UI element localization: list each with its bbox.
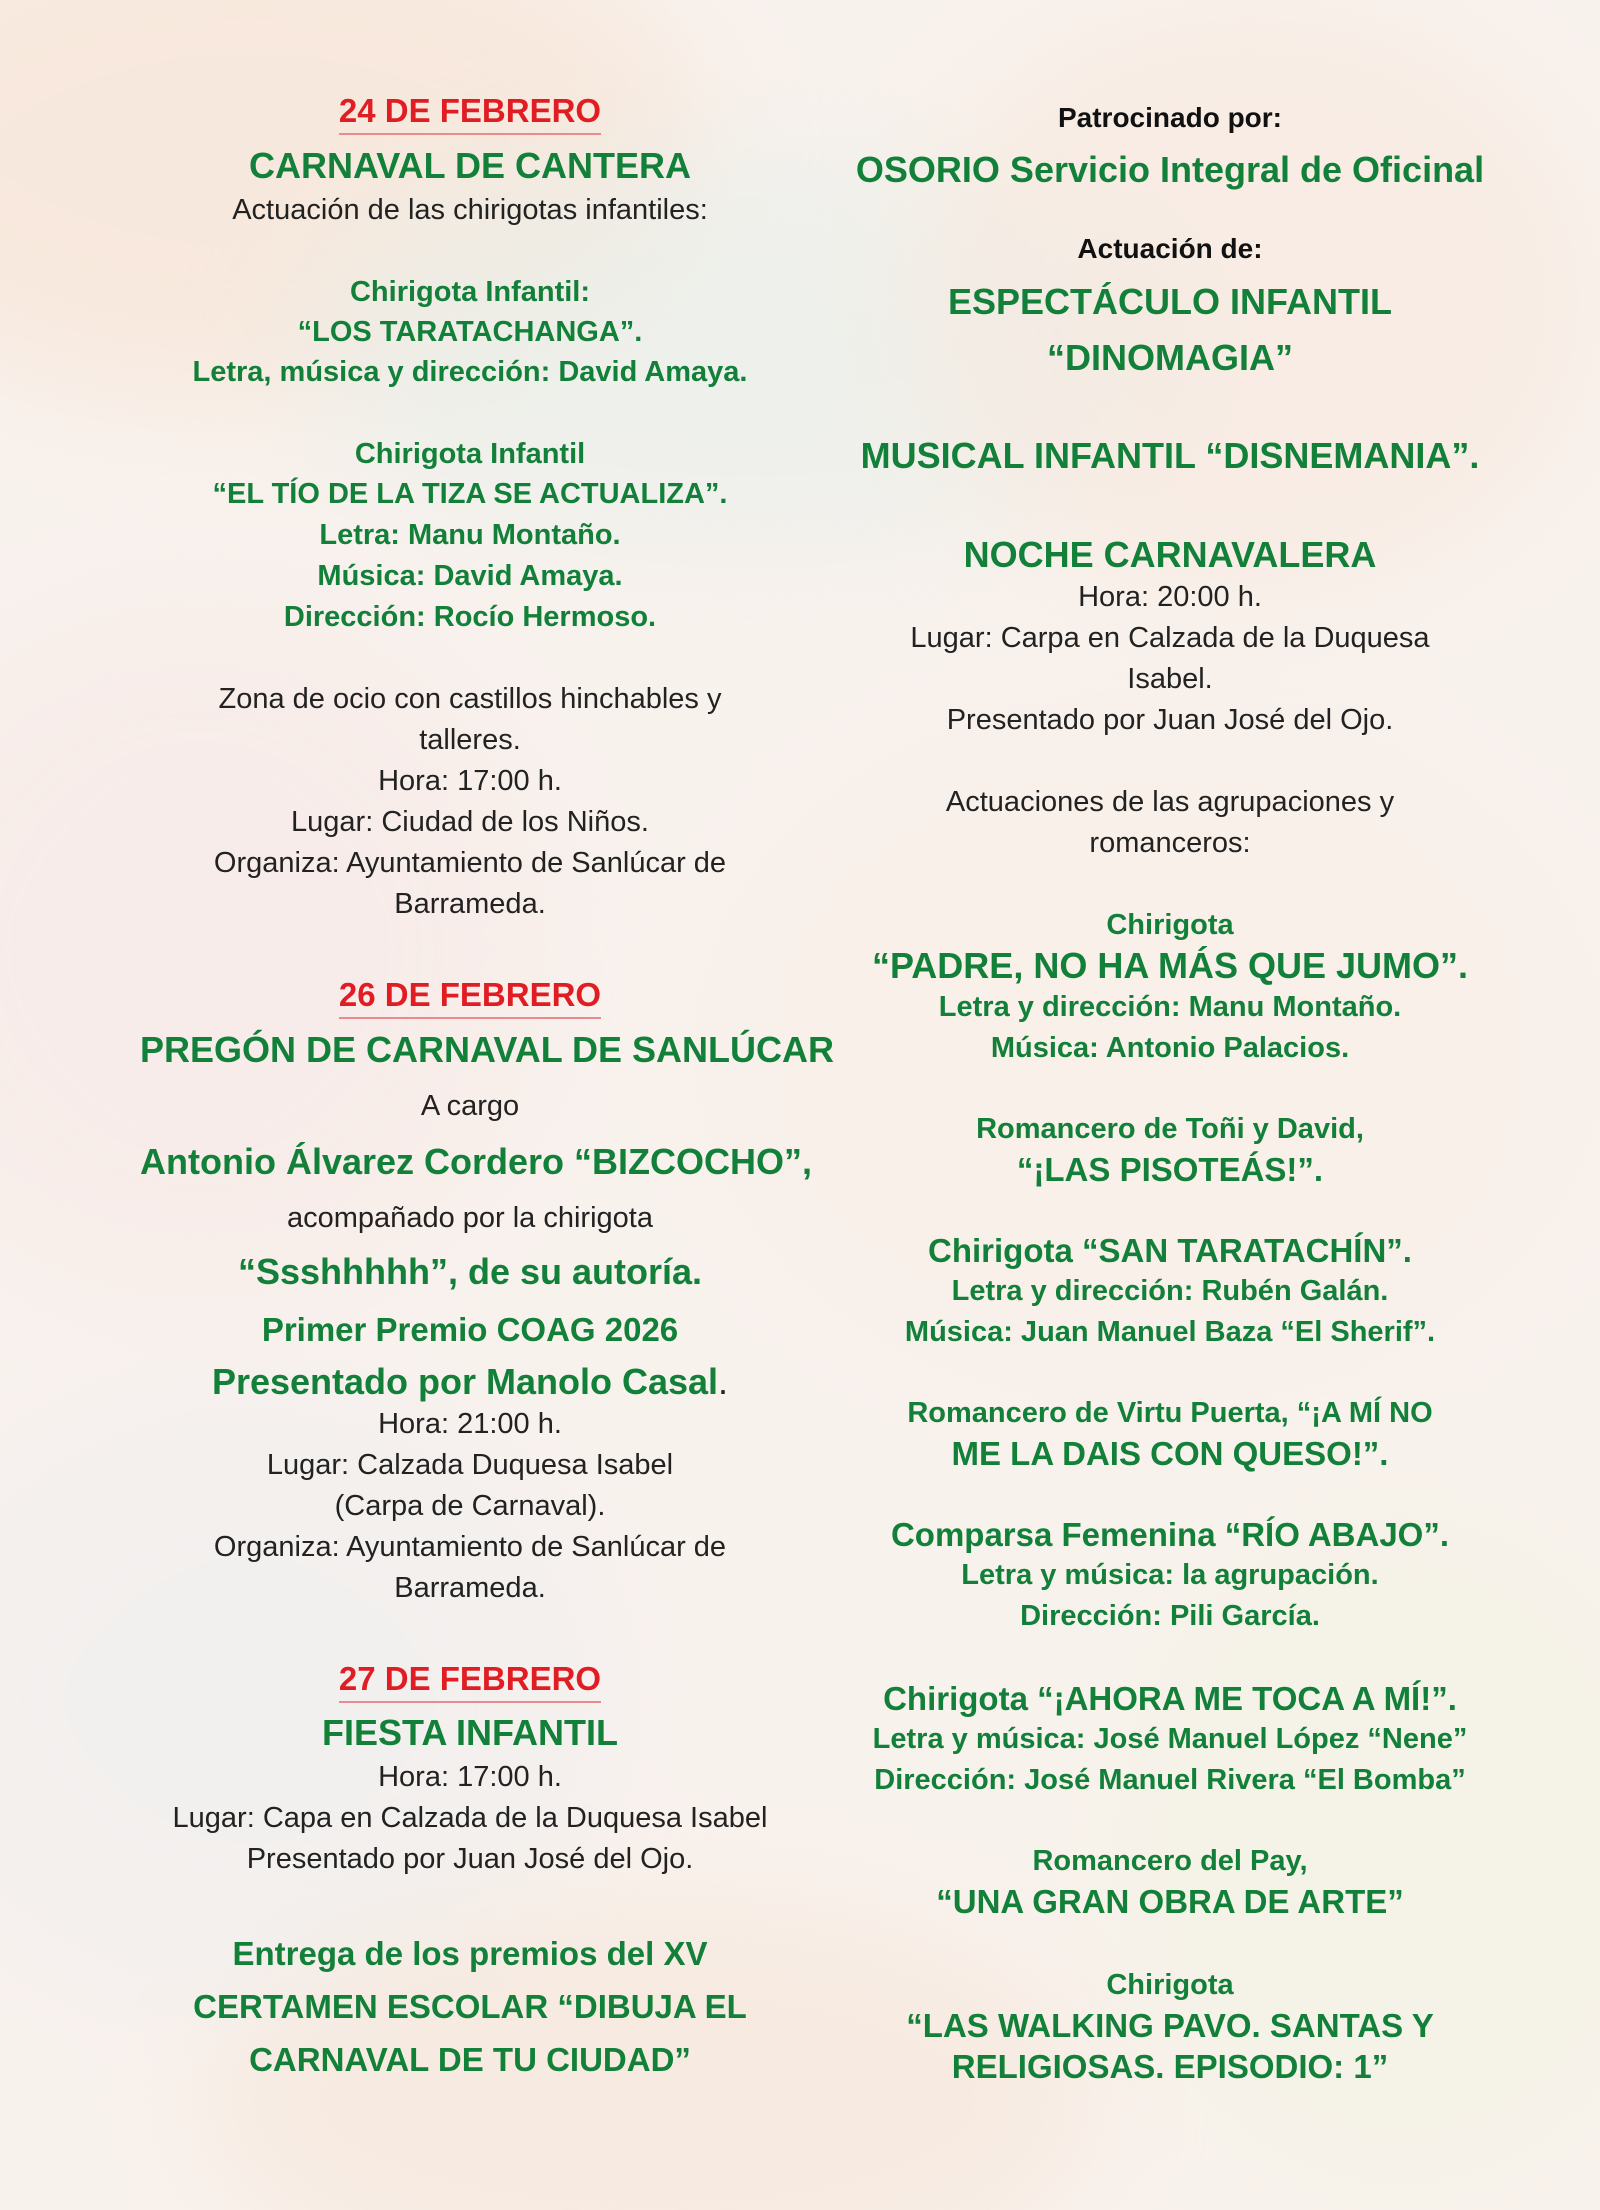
- accompanied-label: acompañado por la chirigota: [287, 1202, 653, 1234]
- info-line: Hora: 17:00 h.: [378, 1761, 562, 1793]
- awards-line: CERTAMEN ESCOLAR “DIBUJA EL: [193, 1988, 747, 2025]
- info-line: Organiza: Ayuntamiento de Sanlúcar de: [213, 1531, 727, 1563]
- group-line: Dirección: José Manuel Rivera “El Bomba”: [874, 1764, 1466, 1796]
- group-line: Música: Juan Manuel Baza “El Sherif”.: [904, 1316, 1436, 1348]
- pregonero-name: Antonio Álvarez Cordero “BIZCOCHO”,: [140, 1141, 813, 1182]
- date-heading-27: 27 DE FEBRERO: [140, 1662, 800, 1695]
- group-line: Chirigota “¡AHORA ME TOCA A MÍ!”.: [883, 1680, 1457, 1717]
- awards-line: CARNAVAL DE TU CIUDAD”: [249, 2041, 691, 2078]
- info-line: Zona de ocio con castillos hinchables y: [218, 683, 722, 715]
- info-line: Hora: 20:00 h.: [1078, 581, 1262, 613]
- act-line: “EL TÍO DE LA TIZA SE ACTUALIZA”.: [212, 478, 728, 510]
- group-line: “UNA GRAN OBRA DE ARTE”: [936, 1883, 1404, 1920]
- info-line: Presentado por Juan José del Ojo.: [946, 704, 1394, 736]
- act-line: Música: David Amaya.: [317, 560, 623, 592]
- event-title-pregon: PREGÓN DE CARNAVAL DE SANLÚCAR: [140, 1029, 835, 1070]
- intro-line: Actuaciones de las agrupaciones y: [945, 786, 1395, 818]
- show-title: “DINOMAGIA”: [1047, 337, 1293, 378]
- info-line: (Carpa de Carnaval).: [334, 1490, 606, 1522]
- sponsor-name: OSORIO Servicio Integral de Oficinal: [855, 149, 1485, 190]
- chirigota-name: “Ssshhhhh”, de su autoría.: [237, 1251, 703, 1292]
- date-heading-26: 26 DE FEBRERO: [140, 978, 800, 1011]
- group-line: Romancero de Virtu Puerta, “¡A MÍ NO: [907, 1397, 1433, 1429]
- group-line: “PADRE, NO HA MÁS QUE JUMO”.: [871, 945, 1469, 986]
- date-heading-24: 24 DE FEBRERO: [140, 94, 800, 127]
- info-line: Lugar: Ciudad de los Niños.: [291, 806, 649, 838]
- info-line: Barrameda.: [394, 888, 546, 920]
- info-line: Organiza: Ayuntamiento de Sanlúcar de: [213, 847, 727, 879]
- event-title-fiesta-infantil: FIESTA INFANTIL: [322, 1712, 618, 1753]
- performance-label: Actuación de:: [1077, 233, 1263, 264]
- act-line: Letra, música y dirección: David Amaya.: [192, 356, 748, 388]
- group-line: Letra y dirección: Manu Montaño.: [938, 991, 1402, 1023]
- group-line: Letra y música: José Manuel López “Nene”: [872, 1723, 1468, 1755]
- group-line: ME LA DAIS CON QUESO!”.: [951, 1435, 1389, 1472]
- left-column: [140, 0, 835, 2210]
- info-line: talleres.: [419, 724, 521, 756]
- intro-line: romanceros:: [1089, 827, 1251, 859]
- group-line: Letra y dirección: Rubén Galán.: [951, 1275, 1389, 1307]
- act-line: “LOS TARATACHANGA”.: [297, 316, 643, 348]
- event-title-noche-carnavalera: NOCHE CARNAVALERA: [963, 534, 1377, 575]
- right-column: [820, 0, 1520, 2210]
- musical-title: MUSICAL INFANTIL “DISNEMANIA”.: [860, 435, 1480, 476]
- event-intro: Actuación de las chirigotas infantiles:: [232, 194, 708, 226]
- a-cargo-label: A cargo: [420, 1090, 520, 1122]
- group-line: Dirección: Pili García.: [1020, 1600, 1320, 1632]
- group-line: “¡LAS PISOTEÁS!”.: [1016, 1151, 1324, 1188]
- info-line: Presentado por Juan José del Ojo.: [246, 1843, 694, 1875]
- event-title-carnaval-cantera: CARNAVAL DE CANTERA: [248, 145, 691, 186]
- group-line: Comparsa Femenina “RÍO ABAJO”.: [890, 1516, 1450, 1553]
- group-line: Música: Antonio Palacios.: [990, 1032, 1350, 1064]
- info-line: Hora: 17:00 h.: [378, 765, 562, 797]
- sponsored-label: Patrocinado por:: [1057, 102, 1282, 133]
- group-line: RELIGIOSAS. EPISODIO: 1”: [951, 2048, 1389, 2085]
- presenter-line: Presentado por Manolo Casal.: [211, 1361, 729, 1402]
- act-line: Letra: Manu Montaño.: [319, 519, 621, 551]
- act-line: Dirección: Rocío Hermoso.: [283, 601, 657, 633]
- info-line: Hora: 21:00 h.: [378, 1408, 562, 1440]
- group-line: Chirigota: [1106, 909, 1234, 941]
- group-line: Romancero de Toñi y David,: [976, 1113, 1364, 1145]
- info-line: Lugar: Calzada Duquesa Isabel: [266, 1449, 674, 1481]
- show-title: ESPECTÁCULO INFANTIL: [947, 281, 1392, 322]
- info-line: Lugar: Capa en Calzada de la Duquesa Isabel: [172, 1802, 768, 1834]
- info-line: Barrameda.: [394, 1572, 546, 1604]
- info-line: Lugar: Carpa en Calzada de la Duquesa: [910, 622, 1430, 654]
- info-line: Isabel.: [1127, 663, 1213, 695]
- group-line: Chirigota “SAN TARATACHÍN”.: [928, 1232, 1412, 1269]
- act-line: Chirigota Infantil:: [349, 276, 591, 308]
- prize-line: Primer Premio COAG 2026: [261, 1311, 679, 1348]
- group-line: Romancero del Pay,: [1032, 1845, 1308, 1877]
- awards-line: Entrega de los premios del XV: [232, 1935, 708, 1972]
- group-line: “LAS WALKING PAVO. SANTAS Y: [906, 2007, 1434, 2044]
- group-line: Chirigota: [1106, 1969, 1234, 2001]
- act-line: Chirigota Infantil: [354, 438, 586, 470]
- group-line: Letra y música: la agrupación.: [961, 1559, 1379, 1591]
